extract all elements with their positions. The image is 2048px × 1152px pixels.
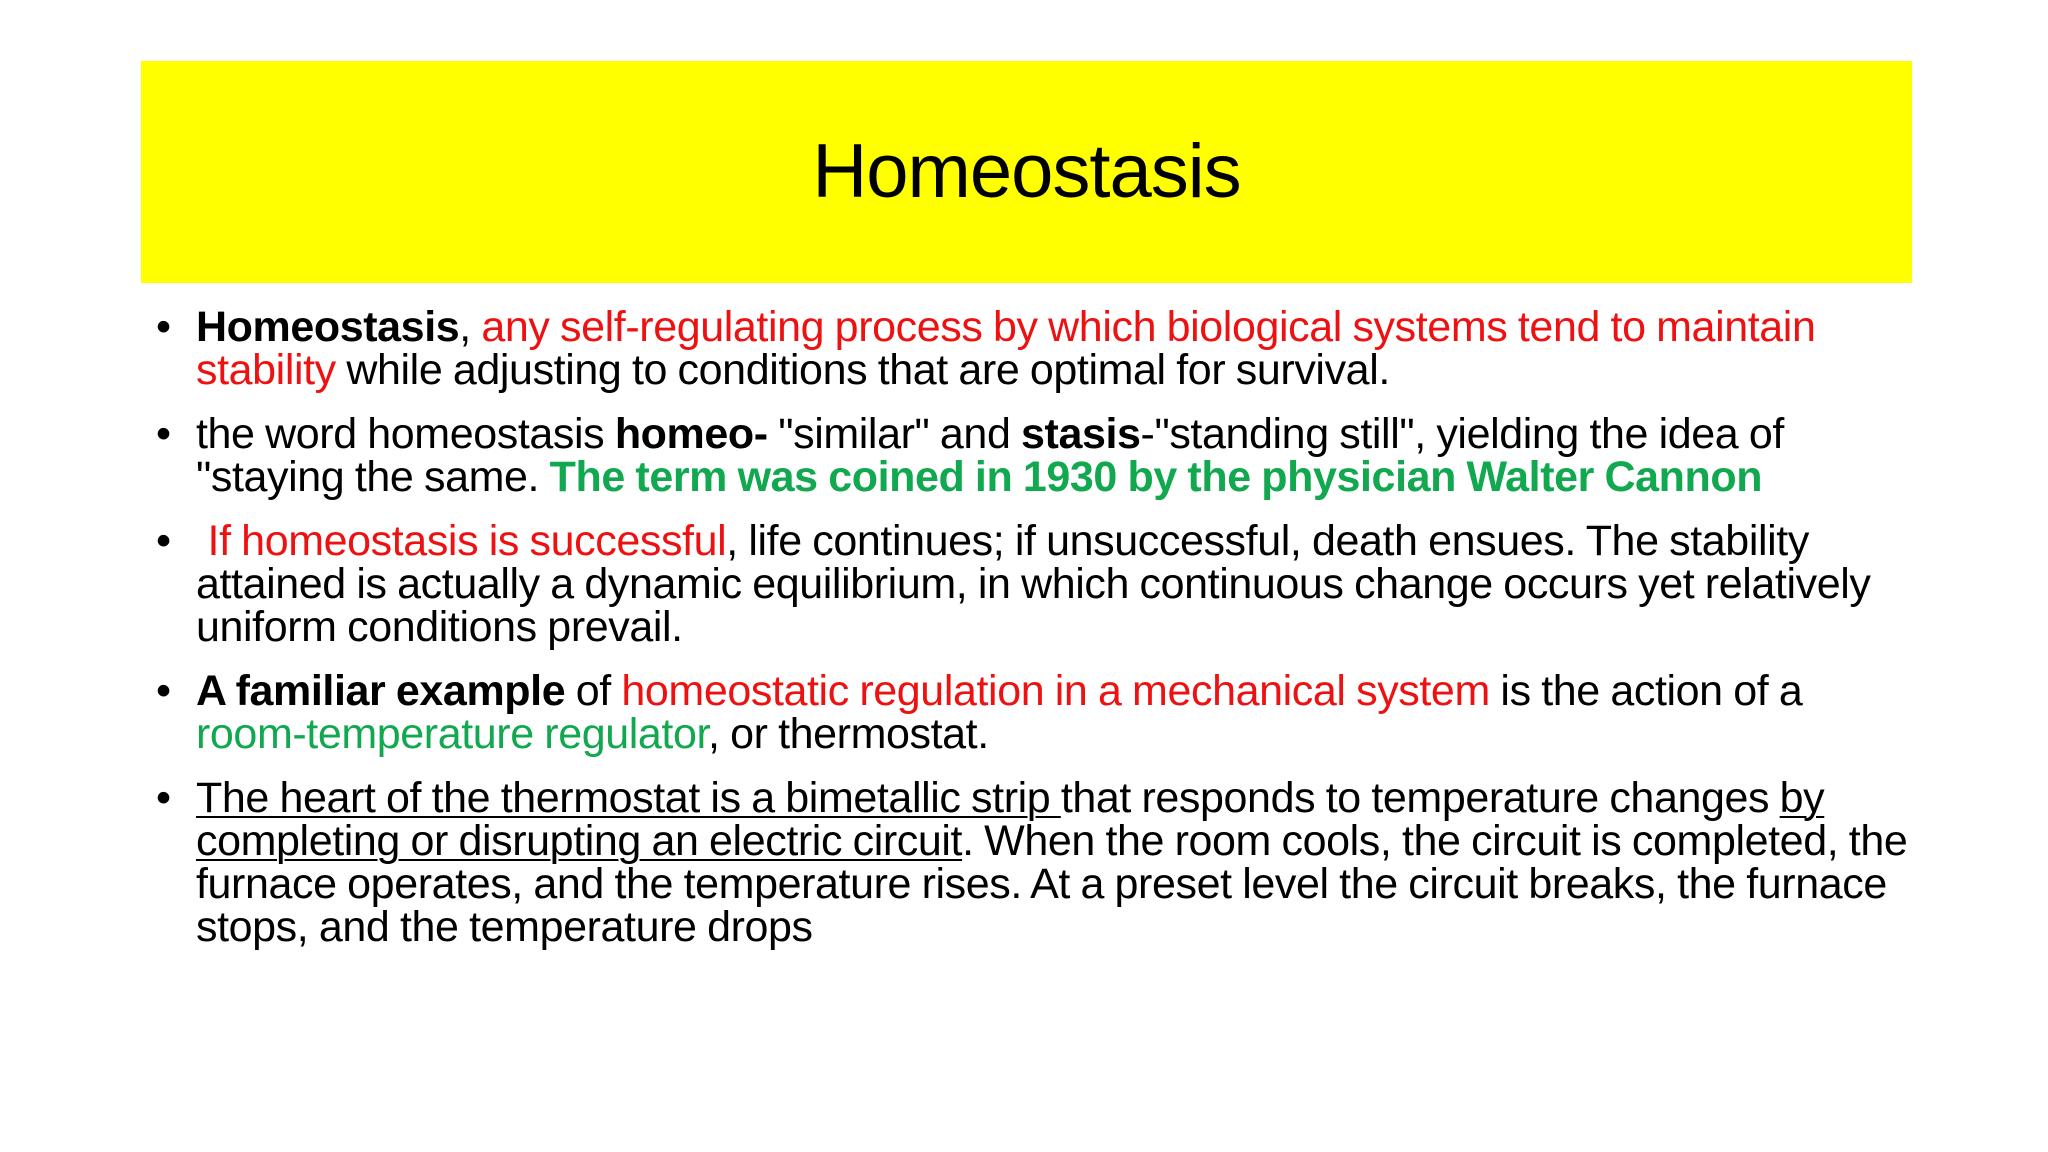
slide-title: Homeostasis — [812, 129, 1241, 214]
bullet-item-definition — [152, 303, 1912, 394]
definition-highlight: any self-regulating process by which biological systems tend to maintain stability — [196, 303, 1816, 394]
text-span: . When the room cools, the circuit is completed, the furnace operates, and the temperature rises. At a preset level the circuit breaks, the furnace stops, and the temperature drops — [196, 817, 1908, 951]
title-band — [141, 61, 1912, 283]
underlined-phrase: The heart of the thermostat is a bimetallic strip — [196, 774, 1061, 822]
text-span: -"standing still", yielding the idea of "staying the same. — [196, 410, 1784, 501]
text-span: the word homeostasis — [196, 410, 615, 458]
term-homeostasis: Homeostasis — [196, 303, 460, 351]
bullet-item-etymology — [152, 410, 1912, 501]
bullet-item-success — [152, 517, 1912, 651]
text-span: while adjusting to conditions that are optimal for survival. — [335, 346, 1390, 394]
bullet-item-example — [152, 667, 1912, 758]
text-span: , or thermostat. — [708, 710, 989, 758]
regulator-highlight: room-temperature regulator — [196, 710, 709, 758]
text-span: is the action of a — [1489, 667, 1803, 715]
success-highlight: If homeostasis is successful — [196, 517, 727, 565]
text-span: of — [565, 667, 622, 715]
term-homeo: homeo- — [614, 410, 768, 458]
text-span: "similar" and — [767, 410, 1022, 458]
familiar-example: A familiar example — [196, 667, 566, 715]
bullet-icon: • — [156, 667, 171, 715]
regulation-highlight: homeostatic regulation in a mechanical system — [621, 667, 1490, 715]
bullet-icon: • — [156, 774, 171, 822]
term-stasis: stasis — [1021, 410, 1141, 458]
bullet-icon: • — [156, 303, 171, 351]
bullet-icon: • — [156, 410, 171, 458]
bullet-item-thermostat — [152, 774, 1912, 951]
text-span: that responds to temperature changes — [1060, 774, 1780, 822]
bullet-list — [152, 303, 1912, 970]
underlined-phrase: by completing or disrupting an electric circuit — [196, 774, 1825, 865]
coined-highlight: The term was coined in 1930 by the physician Walter Cannon — [549, 453, 1763, 501]
text-span: , — [459, 303, 482, 351]
bullet-icon: • — [156, 517, 171, 565]
text-span: , life continues; if unsuccessful, death ensues. The stability attained is actually a dynamic equilibrium, in which continuous change occurs yet relatively uniform conditions prevail. — [196, 517, 1871, 651]
